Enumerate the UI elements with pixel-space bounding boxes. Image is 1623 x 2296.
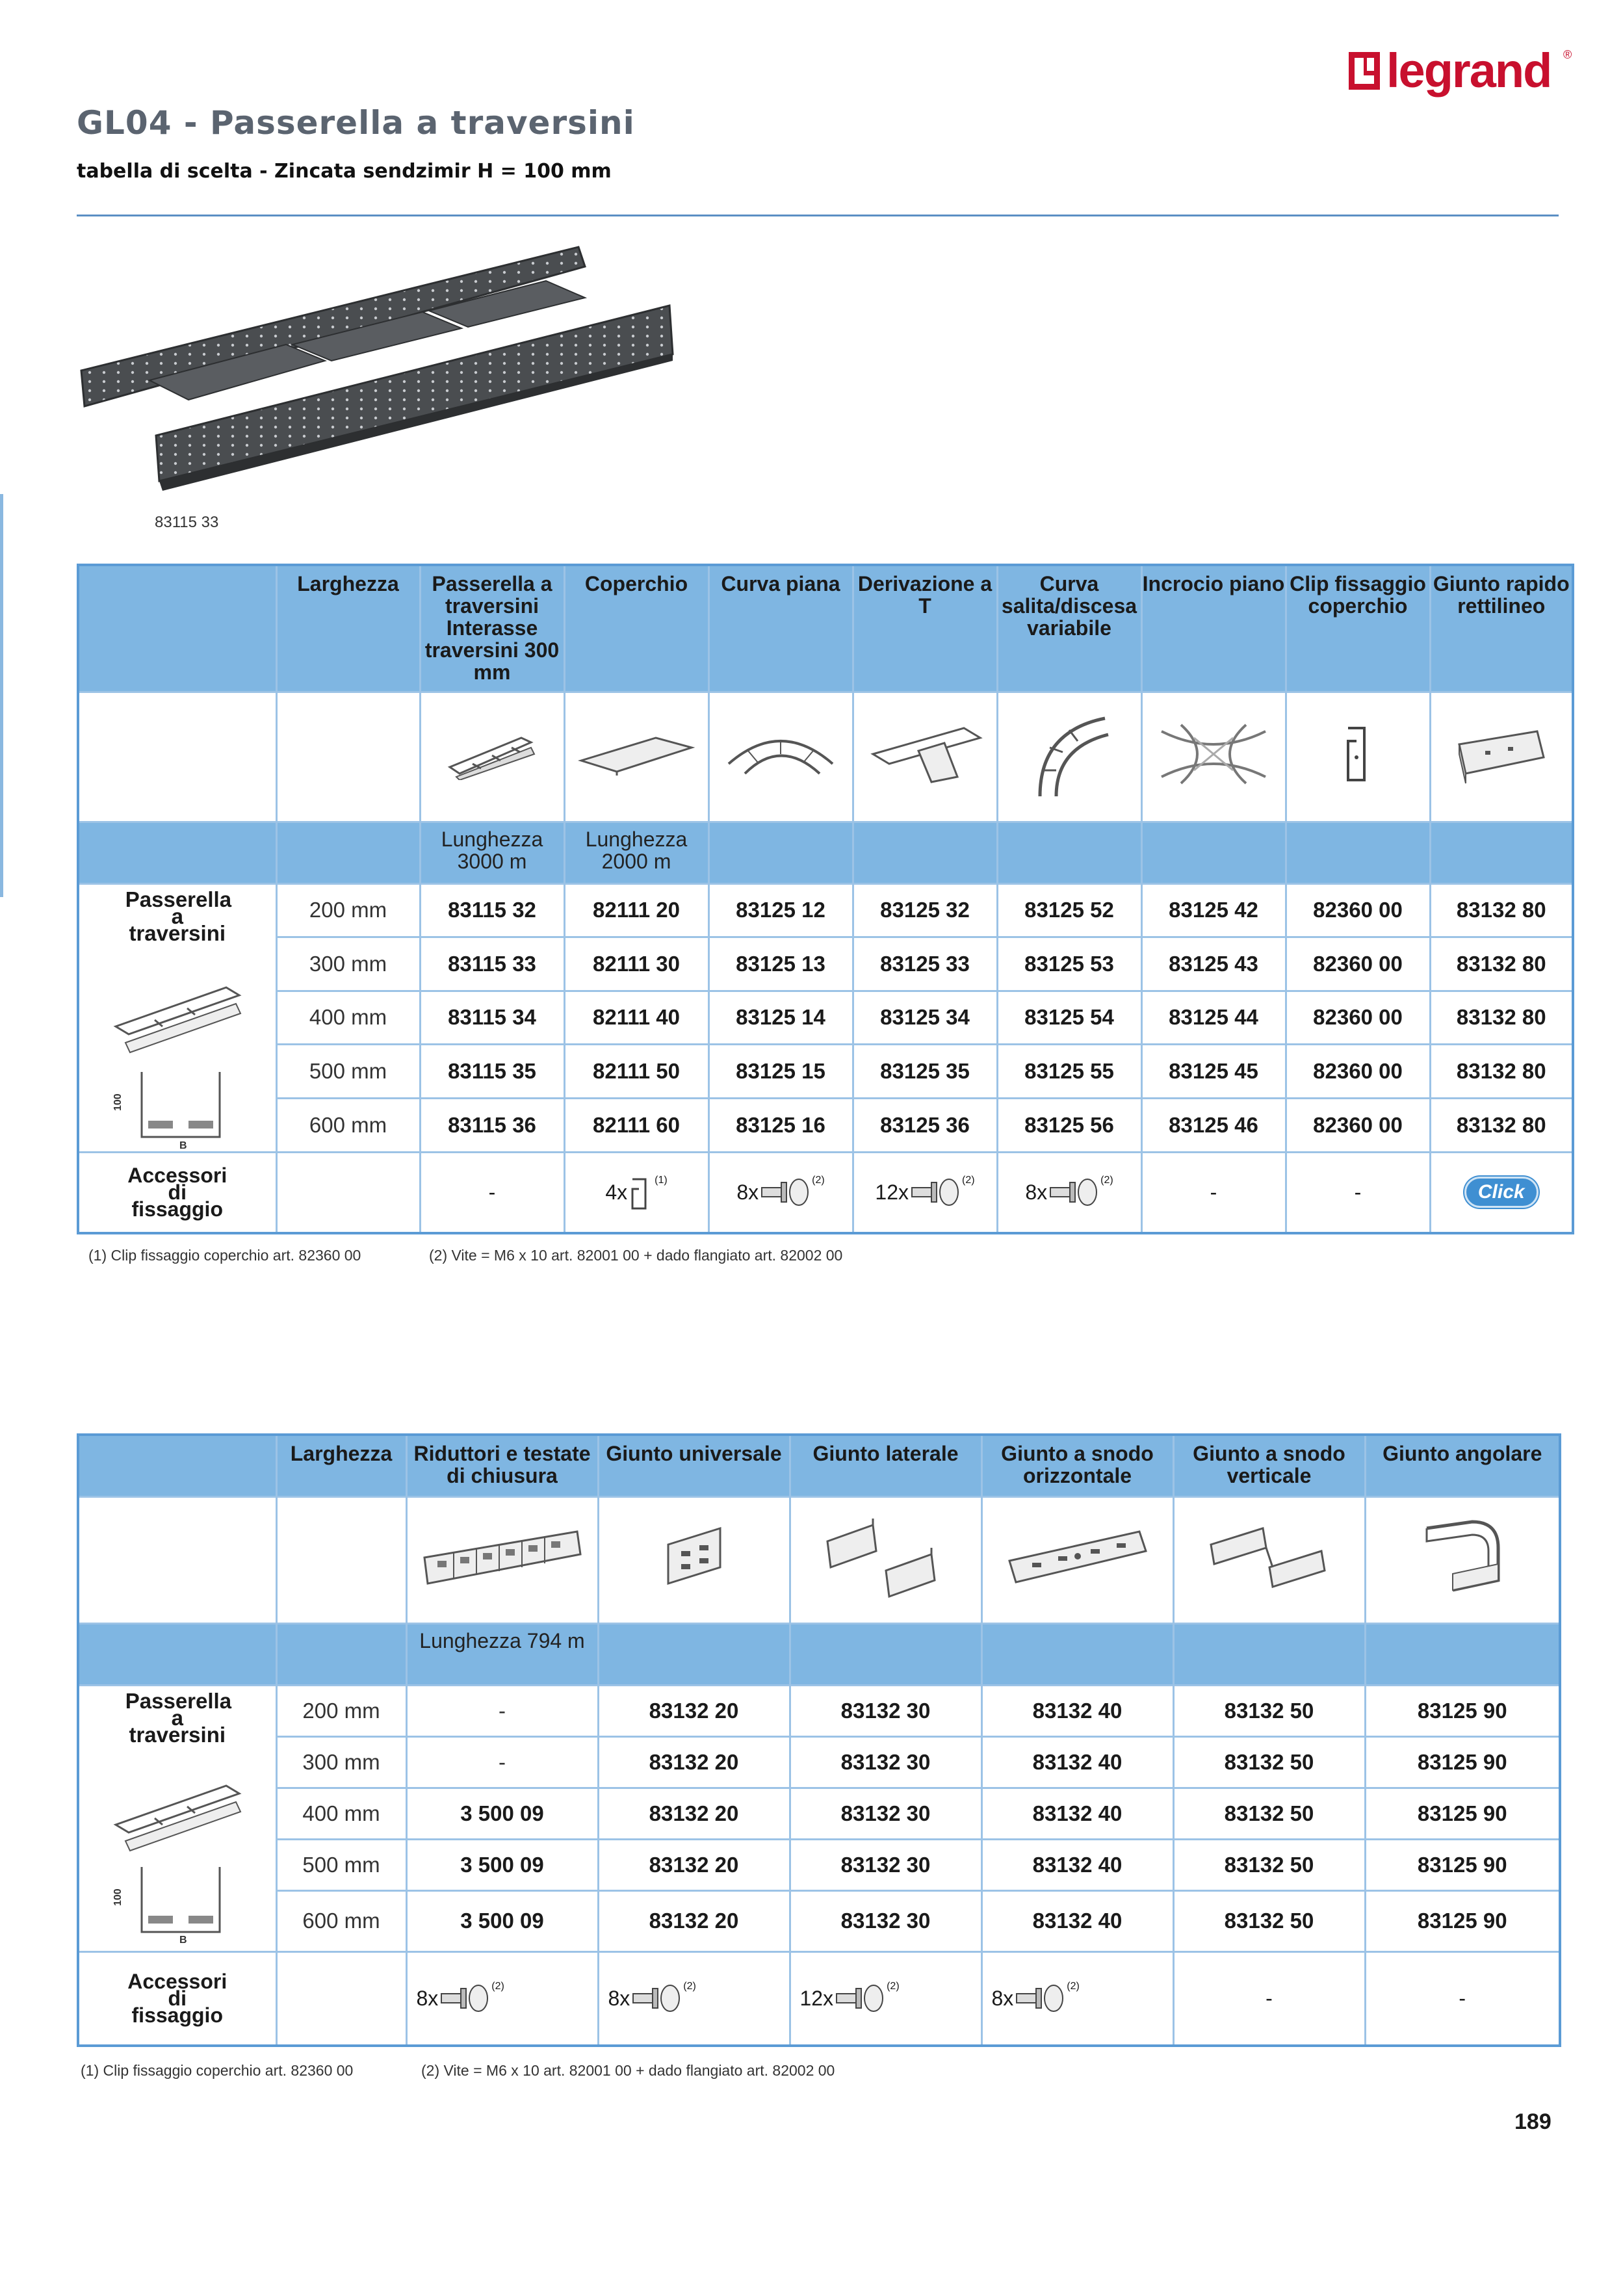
side-tab	[0, 494, 3, 897]
footnote-1: (1) Clip fissaggio coperchio art. 82360 00	[81, 2062, 354, 2079]
code-cell: 83132 20	[598, 1788, 790, 1839]
row-group-label: Passerella a traversini 100 B	[78, 883, 276, 1152]
col-header: Coperchio	[564, 565, 708, 692]
accessory-cell: -	[420, 1152, 564, 1233]
tray-section-diagram	[103, 1756, 252, 1945]
code-cell: 83132 80	[1430, 883, 1573, 937]
accessories-row	[78, 1152, 1573, 1233]
row-group-label: Passerella a traversini 100 B	[78, 1685, 276, 1951]
vertical-bend-icon	[997, 692, 1141, 822]
header-row	[78, 1435, 1560, 1496]
code-cell: 82360 00	[1286, 1045, 1430, 1099]
code-cell: 83125 15	[708, 1045, 853, 1099]
accessory-cell: -	[1173, 1951, 1365, 2046]
svg-text:B: B	[179, 1140, 187, 1150]
legrand-mark-icon	[1349, 52, 1380, 90]
legrand-logo	[1349, 46, 1570, 107]
code-cell: 82111 40	[564, 991, 708, 1045]
code-cell: 83125 90	[1365, 1890, 1560, 1951]
code-cell: 83125 90	[1365, 1685, 1560, 1736]
code-cell: 83132 40	[981, 1685, 1173, 1736]
code-cell: 83132 20	[598, 1839, 790, 1890]
code-cell: 83132 40	[981, 1890, 1173, 1951]
screw-nut-icon	[759, 1176, 811, 1208]
code-cell: 82360 00	[1286, 991, 1430, 1045]
col-header: Incrocio piano	[1141, 565, 1286, 692]
length-row	[78, 1623, 1560, 1685]
ladder-tray-photo	[71, 241, 676, 494]
footnote-1: (1) Clip fissaggio coperchio art. 82360 00	[88, 1247, 361, 1264]
col-header: Curva piana	[708, 565, 853, 692]
code-cell: 83125 54	[997, 991, 1141, 1045]
length-value: Lunghezza 3000 m	[420, 822, 564, 883]
screw-nut-icon	[1013, 1982, 1065, 2015]
code-cell: 83132 30	[790, 1736, 981, 1788]
accessory-cell: 4x (1)	[564, 1152, 708, 1233]
code-cell: 83132 80	[1430, 1098, 1573, 1152]
code-cell: 83125 36	[853, 1098, 997, 1152]
code-cell: 83115 35	[420, 1045, 564, 1099]
code-cell: 83132 20	[598, 1685, 790, 1736]
code-cell: 83125 35	[853, 1045, 997, 1099]
code-cell: 83115 36	[420, 1098, 564, 1152]
code-cell: 82111 50	[564, 1045, 708, 1099]
code-cell: 83132 30	[790, 1839, 981, 1890]
accessories-row	[78, 1951, 1560, 2046]
code-cell: 82111 60	[564, 1098, 708, 1152]
code-cell: 83125 90	[1365, 1788, 1560, 1839]
code-cell: 82360 00	[1286, 937, 1430, 991]
svg-text:100: 100	[112, 1093, 123, 1111]
code-cell: 83125 90	[1365, 1839, 1560, 1890]
code-cell: 83132 50	[1173, 1685, 1365, 1736]
accessory-cell: 8x (2)	[708, 1152, 853, 1233]
accessory-cell: -	[1365, 1951, 1560, 2046]
selection-table-2	[77, 1433, 1561, 2047]
code-cell: 83125 14	[708, 991, 853, 1045]
code-cell: -	[406, 1736, 598, 1788]
width-cell: 600 mm	[276, 1890, 406, 1951]
title-divider	[77, 215, 1559, 216]
length-row	[78, 822, 1573, 883]
image-row	[78, 1496, 1560, 1623]
code-cell: 83132 20	[598, 1890, 790, 1951]
code-cell: 83125 13	[708, 937, 853, 991]
brand-name: legrand	[1386, 44, 1552, 98]
code-cell: 83125 53	[997, 937, 1141, 991]
width-cell: 600 mm	[276, 1098, 420, 1152]
code-cell: 83132 80	[1430, 991, 1573, 1045]
lateral-joint-icon	[790, 1496, 981, 1623]
col-header: Clip fissaggio coperchio	[1286, 565, 1430, 692]
image-row	[78, 692, 1573, 822]
screw-nut-icon	[438, 1982, 490, 2015]
accessory-cell: 8x (2)	[598, 1951, 790, 2046]
quick-joint-icon	[1430, 692, 1573, 822]
code-cell: 83115 32	[420, 883, 564, 937]
flat-bend-icon	[708, 692, 853, 822]
table-row	[78, 1788, 1560, 1839]
click-badge: Click	[1464, 1177, 1539, 1208]
code-cell: 83125 16	[708, 1098, 853, 1152]
screw-nut-icon	[833, 1982, 885, 2015]
code-cell: 83125 32	[853, 883, 997, 937]
code-cell: 82111 20	[564, 883, 708, 937]
col-header: Curva salita/discesa variabile	[997, 565, 1141, 692]
code-cell: 83125 42	[1141, 883, 1286, 937]
accessory-cell: 12x (2)	[790, 1951, 981, 2046]
table-row	[78, 991, 1573, 1045]
vertical-swivel-joint-icon	[1173, 1496, 1365, 1623]
accessory-cell: 8x (2)	[406, 1951, 598, 2046]
col-header: Larghezza	[276, 1435, 406, 1496]
col-header: Larghezza	[276, 565, 420, 692]
col-header: Giunto rapido rettilineo	[1430, 565, 1573, 692]
cover-clip-icon	[1286, 692, 1430, 822]
svg-text:100: 100	[112, 1888, 123, 1906]
code-cell: 83125 43	[1141, 937, 1286, 991]
width-cell: 500 mm	[276, 1045, 420, 1099]
code-cell: 83132 20	[598, 1736, 790, 1788]
code-cell: 82360 00	[1286, 883, 1430, 937]
photo-caption: 83115 33	[155, 514, 219, 531]
selection-table-1	[77, 564, 1574, 1234]
code-cell: 82111 30	[564, 937, 708, 991]
angle-joint-icon	[1365, 1496, 1560, 1623]
code-cell: 83132 30	[790, 1685, 981, 1736]
footnote-2: (2) Vite = M6 x 10 art. 82001 00 + dado flangiato art. 82002 00	[421, 2062, 835, 2079]
screw-nut-icon	[1047, 1176, 1099, 1208]
code-cell: 83132 50	[1173, 1890, 1365, 1951]
col-header: Riduttori e testate di chiusura	[406, 1435, 598, 1496]
width-cell: 400 mm	[276, 991, 420, 1045]
horizontal-swivel-joint-icon	[981, 1496, 1173, 1623]
code-cell: 83125 46	[1141, 1098, 1286, 1152]
accessory-cell: 8x (2)	[997, 1152, 1141, 1233]
code-cell: 3 500 09	[406, 1890, 598, 1951]
code-cell: 83132 50	[1173, 1788, 1365, 1839]
code-cell: 83132 30	[790, 1788, 981, 1839]
code-cell: 83125 52	[997, 883, 1141, 937]
length-value: Lunghezza 794 m	[406, 1623, 598, 1685]
table-row	[78, 1736, 1560, 1788]
code-cell: 83132 40	[981, 1736, 1173, 1788]
code-cell: 83125 34	[853, 991, 997, 1045]
code-cell: 83132 80	[1430, 1045, 1573, 1099]
header-empty	[78, 565, 276, 692]
col-header: Derivazione a T	[853, 565, 997, 692]
code-cell: 83132 80	[1430, 937, 1573, 991]
width-cell: 500 mm	[276, 1839, 406, 1890]
col-header: Giunto angolare	[1365, 1435, 1560, 1496]
code-cell: 83125 44	[1141, 991, 1286, 1045]
table-row	[78, 1890, 1560, 1951]
code-cell: 83125 90	[1365, 1736, 1560, 1788]
table-row	[78, 937, 1573, 991]
cover-icon	[564, 692, 708, 822]
table-row	[78, 1045, 1573, 1099]
code-cell: 83125 33	[853, 937, 997, 991]
width-cell: 200 mm	[276, 883, 420, 937]
code-cell: 83125 45	[1141, 1045, 1286, 1099]
code-cell: 83132 40	[981, 1839, 1173, 1890]
footnote-2: (2) Vite = M6 x 10 art. 82001 00 + dado flangiato art. 82002 00	[429, 1247, 843, 1264]
code-cell: 83125 55	[997, 1045, 1141, 1099]
code-cell: -	[406, 1685, 598, 1736]
width-cell: 200 mm	[276, 1685, 406, 1736]
code-cell: 3 500 09	[406, 1839, 598, 1890]
code-cell: 83132 50	[1173, 1839, 1365, 1890]
col-header: Giunto universale	[598, 1435, 790, 1496]
page-title: GL04 - Passerella a traversini	[77, 104, 635, 142]
col-header: Giunto a snodo orizzontale	[981, 1435, 1173, 1496]
width-cell: 300 mm	[276, 1736, 406, 1788]
tray-section-diagram	[103, 955, 252, 1150]
col-header: Giunto laterale	[790, 1435, 981, 1496]
screw-nut-icon	[909, 1176, 961, 1208]
width-cell: 400 mm	[276, 1788, 406, 1839]
code-cell: 83125 56	[997, 1098, 1141, 1152]
ladder-tray-icon	[420, 692, 564, 822]
code-cell: 83132 40	[981, 1788, 1173, 1839]
clip-icon	[627, 1173, 653, 1212]
universal-joint-icon	[598, 1496, 790, 1623]
cross-icon	[1141, 692, 1286, 822]
col-header: Passerella a traversini Interasse traversini 300 mm	[420, 565, 564, 692]
accessory-cell: -	[1286, 1152, 1430, 1233]
table-row	[78, 1098, 1573, 1152]
col-header: Giunto a snodo verticale	[1173, 1435, 1365, 1496]
screw-nut-icon	[630, 1982, 682, 2015]
accessory-cell: 12x (2)	[853, 1152, 997, 1233]
accessory-cell: -	[1141, 1152, 1286, 1233]
accessory-cell: 8x (2)	[981, 1951, 1173, 2046]
width-cell: 300 mm	[276, 937, 420, 991]
code-cell: 82360 00	[1286, 1098, 1430, 1152]
accessory-cell	[1430, 1152, 1573, 1233]
code-cell: 3 500 09	[406, 1788, 598, 1839]
svg-text:B: B	[179, 1934, 187, 1945]
accessories-label: Accessori di fissaggio	[78, 1951, 276, 2046]
page-number: 189	[1514, 2109, 1552, 2134]
tee-icon	[853, 692, 997, 822]
table-row	[78, 1839, 1560, 1890]
code-cell: 83115 33	[420, 937, 564, 991]
length-value: Lunghezza 2000 m	[564, 822, 708, 883]
table-row	[78, 1685, 1560, 1736]
registered-mark: ®	[1563, 48, 1572, 61]
reducer-endcap-icon	[406, 1496, 598, 1623]
header-row	[78, 565, 1573, 692]
code-cell: 83115 34	[420, 991, 564, 1045]
code-cell: 83132 50	[1173, 1736, 1365, 1788]
table-row	[78, 883, 1573, 937]
code-cell: 83125 12	[708, 883, 853, 937]
page-subtitle: tabella di scelta - Zincata sendzimir H = 100 mm	[77, 160, 612, 183]
code-cell: 83132 30	[790, 1890, 981, 1951]
accessories-label: Accessori di fissaggio	[78, 1152, 276, 1233]
